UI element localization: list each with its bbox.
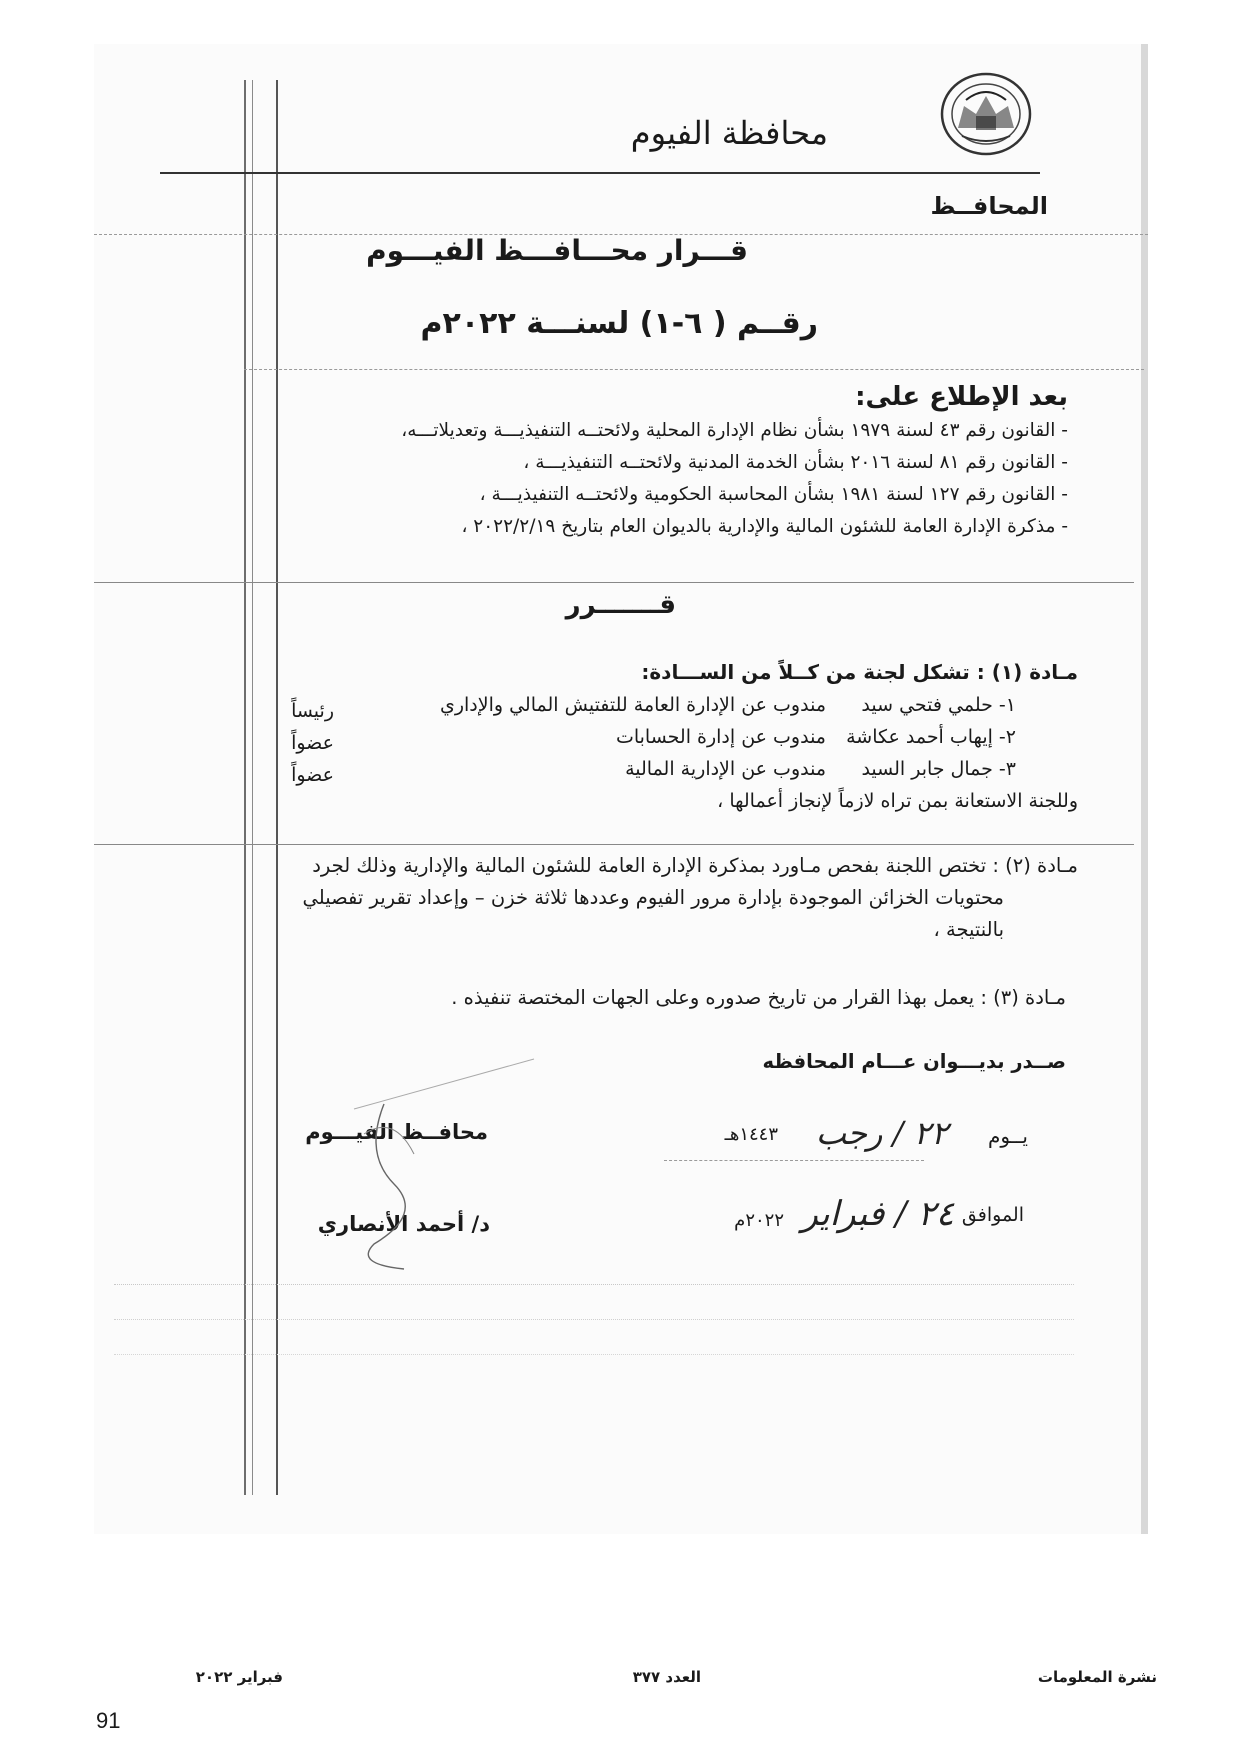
divider — [664, 1160, 924, 1161]
article3-text: مـادة (٣) : يعمل بهذا القرار من تاريخ صدوره وعلى الجهات المختصة تنفيذه . — [451, 986, 1066, 1009]
member-name: ٢- إيهاب أحمد عكاشة — [846, 726, 1016, 748]
footer-issue: العدد ٣٧٧ — [632, 1668, 701, 1686]
decision-number: رقــم ( ٦-١) لسنـــة ٢٠٢٢م — [420, 306, 818, 341]
scanned-document — [94, 44, 1148, 1534]
preamble-item: - القانون رقم ٤٣ لسنة ١٩٧٩ بشأن نظام الإدارة المحلية ولائحتــه التنفيذيـــة وتعديلاتـــه، — [401, 420, 1068, 441]
member-role: مندوب عن الإدارة العامة للتفتيش المالي والإداري — [439, 694, 826, 716]
preamble-heading: بعد الإطلاع على: — [855, 382, 1068, 412]
member-name: ٣- جمال جابر السيد — [861, 758, 1016, 780]
page-number: 91 — [96, 1708, 121, 1733]
scan-artifact-line — [252, 80, 253, 1495]
hijri-handwritten: ٢٢ / رجب — [815, 1114, 948, 1152]
gregorian-label: الموافق — [961, 1204, 1024, 1226]
member-position: عضواً — [291, 764, 334, 786]
article2-line: مـادة (٢) : تختص اللجنة بفحص مـاورد بمذكرة الإدارة العامة للشئون المالية والإدارية وذلك لجرد — [312, 854, 1078, 877]
member-position: رئيساً — [291, 700, 334, 722]
divider — [114, 1354, 1074, 1355]
member-role: مندوب عن إدارة الحسابات — [615, 726, 826, 748]
signatory-name: د/ أحمد الأنصاري — [317, 1212, 490, 1236]
signature-scribble-icon — [304, 1094, 484, 1274]
governorate-seal-icon — [936, 66, 1036, 162]
office-title: المحافــظ — [930, 192, 1048, 220]
preamble-item: - القانون رقم ٨١ لسنة ٢٠١٦ بشأن الخدمة المدنية ولائحتــه التنفيذيـــة ، — [523, 452, 1068, 473]
divider — [114, 1284, 1074, 1285]
header-rule — [160, 172, 1040, 174]
footer-date: فبراير ٢٠٢٢ — [195, 1668, 283, 1686]
divider — [94, 582, 1134, 583]
preamble-item: - القانون رقم ١٢٧ لسنة ١٩٨١ بشأن المحاسبة الحكومية ولائحتــه التنفيذيـــة ، — [479, 484, 1068, 505]
scan-artifact-line — [244, 80, 246, 1495]
article1-heading: مـادة (١) : تشكل لجنة من كــلاً من الســـادة: — [641, 660, 1078, 684]
divider — [244, 369, 1144, 370]
scan-artifact-line — [276, 80, 278, 1495]
decision-title: قـــرار محـــافـــظ الفيـــوم — [366, 234, 748, 267]
gregorian-year: ٢٠٢٢م — [734, 1210, 784, 1231]
gregorian-handwritten: ٢٤ / فبراير — [801, 1194, 954, 1234]
article2-line: محتويات الخزائن الموجودة بإدارة مرور الفيوم وعددها ثلاثة خزن – وإعداد تقرير تفصيلي — [302, 886, 1004, 909]
article2-line: بالنتيجة ، — [933, 918, 1004, 941]
scan-edge-shadow — [1141, 44, 1148, 1534]
issued-at: صــدر بديـــوان عـــام المحافظه — [762, 1050, 1066, 1073]
signature-title: محافــظ الفيـــوم — [305, 1120, 488, 1144]
governorate-name: محافظة الفيوم — [630, 114, 828, 152]
footer-publication: نشرة المعلومات — [1037, 1668, 1157, 1686]
member-name: ١- حلمي فتحي سيد — [861, 694, 1016, 716]
member-position: عضواً — [291, 732, 334, 754]
member-role: مندوب عن الإدارية المالية — [625, 758, 826, 780]
decides-heading: قـــــــرر — [565, 590, 676, 620]
hijri-year: ١٤٤٣هـ — [724, 1124, 778, 1145]
hijri-label: يــوم — [988, 1124, 1028, 1148]
preamble-item: - مذكرة الإدارة العامة للشئون المالية والإدارية بالديوان العام بتاريخ ٢٠٢٢/٢/١٩ ، — [461, 516, 1068, 537]
divider — [94, 844, 1134, 845]
divider — [114, 1319, 1074, 1320]
article1-note: وللجنة الاستعانة بمن تراه لازماً لإنجاز أعمالها ، — [717, 790, 1078, 812]
